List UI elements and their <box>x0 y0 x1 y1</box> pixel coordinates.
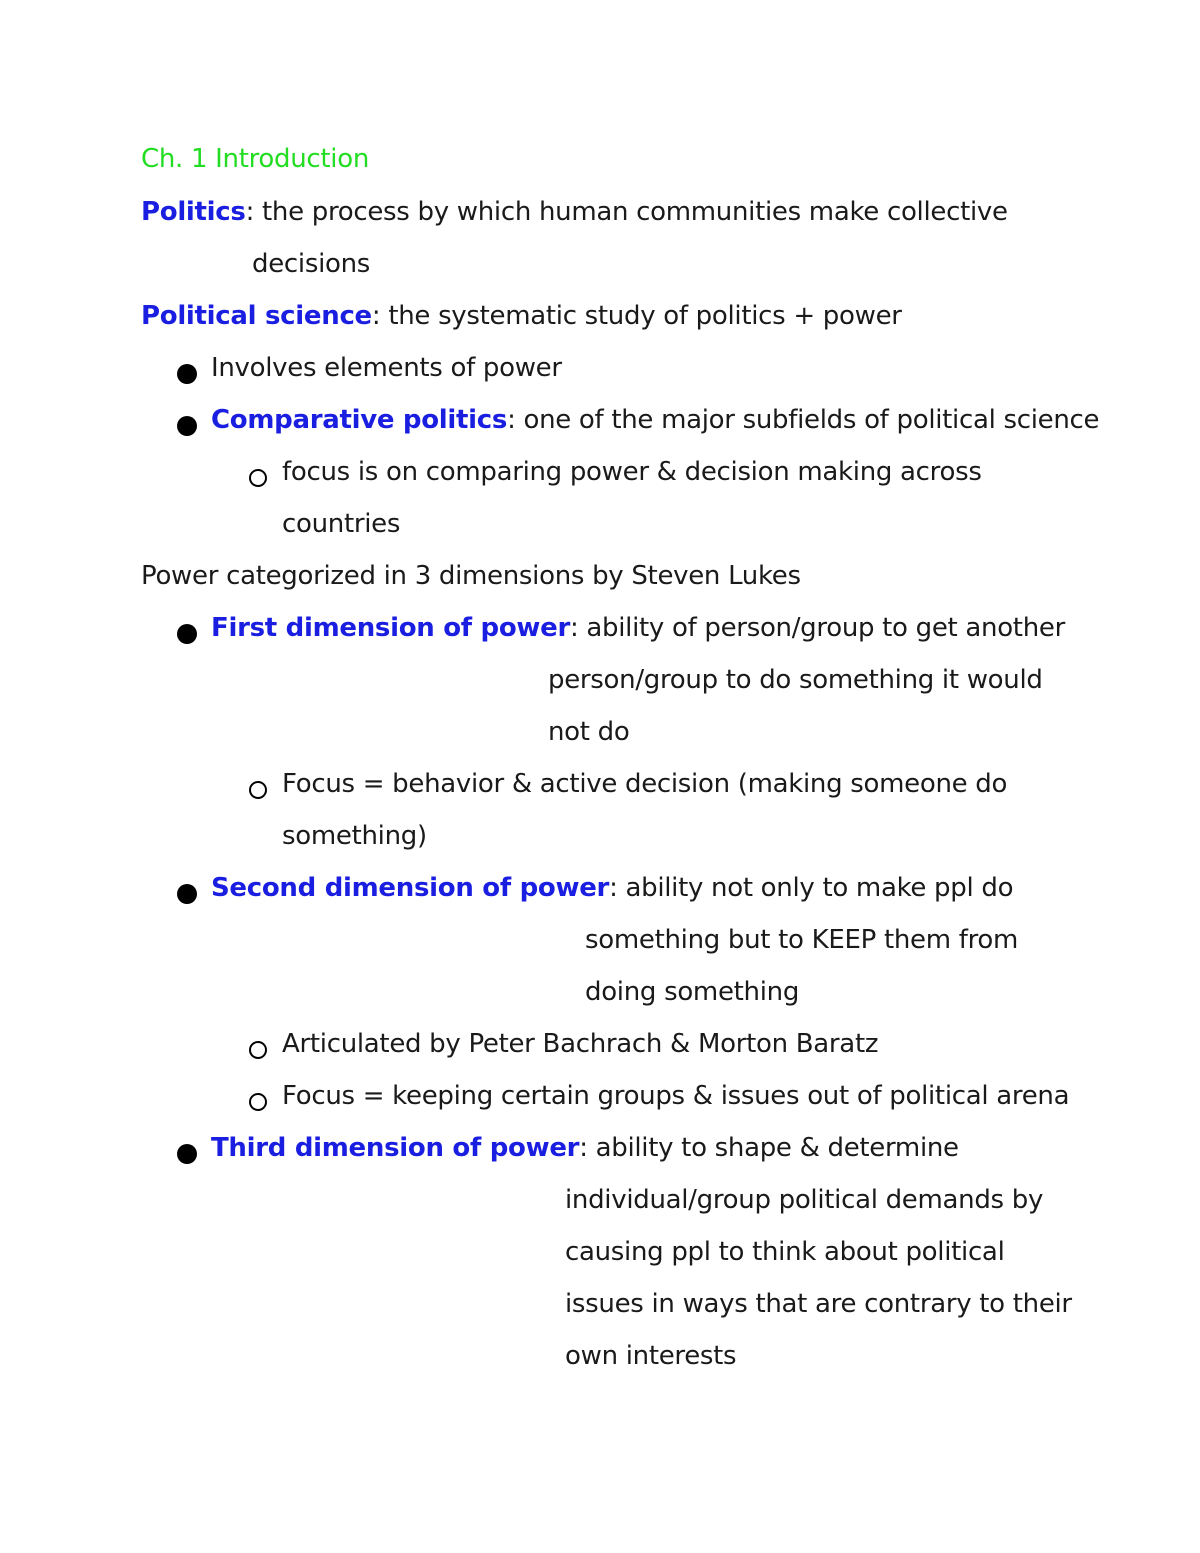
politics-term: Politics <box>141 197 246 227</box>
first-sub-line2: something) <box>282 821 427 851</box>
politics-def-line1: : the process by which human communities make collective <box>245 197 1008 227</box>
first-def-line1: : ability of person/group to get another <box>570 613 1065 643</box>
third-def-line1: : ability to shape & determine <box>579 1133 959 1163</box>
first-dimension-term: First dimension of power <box>211 613 570 643</box>
second-dimension <box>211 871 1013 905</box>
power-intro: Power categorized in 3 dimensions by Steven Lukes <box>141 561 801 591</box>
politics-definition <box>141 195 1008 229</box>
first-def-line3: not do <box>548 717 630 747</box>
second-dimension-term: Second dimension of power <box>211 873 610 903</box>
filled-bullet-icon <box>177 1144 197 1164</box>
political-science-term: Political science <box>141 301 372 331</box>
second-sub1: Articulated by Peter Bachrach & Morton Baratz <box>282 1029 879 1059</box>
hollow-bullet-icon <box>249 469 267 487</box>
third-def-line2: individual/group political demands by <box>565 1185 1044 1215</box>
second-def-line1: : ability not only to make ppl do <box>609 873 1014 903</box>
filled-bullet-icon <box>177 364 197 384</box>
comparative-politics-def: : one of the major subfields of political science <box>507 405 1100 435</box>
hollow-bullet-icon <box>249 1093 267 1111</box>
filled-bullet-icon <box>177 884 197 904</box>
bullet-involves-power: Involves elements of power <box>211 353 562 383</box>
third-def-line4: issues in ways that are contrary to their <box>565 1289 1072 1319</box>
chapter-heading: Ch. 1 Introduction <box>141 144 370 174</box>
politics-def-line2: decisions <box>252 249 371 279</box>
third-def-line5: own interests <box>565 1341 737 1371</box>
third-dimension-term: Third dimension of power <box>211 1133 580 1163</box>
hollow-bullet-icon <box>249 1041 267 1059</box>
third-def-line3: causing ppl to think about political <box>565 1237 1005 1267</box>
filled-bullet-icon <box>177 416 197 436</box>
first-sub-line1: Focus = behavior & active decision (making someone do <box>282 769 1008 799</box>
filled-bullet-icon <box>177 624 197 644</box>
second-sub2: Focus = keeping certain groups & issues out of political arena <box>282 1081 1070 1111</box>
political-science-definition <box>141 299 902 333</box>
bullet-comparative-politics <box>211 403 1099 437</box>
comparative-politics-term: Comparative politics <box>211 405 508 435</box>
second-def-line3: doing something <box>585 977 800 1007</box>
third-dimension <box>211 1131 959 1165</box>
comparative-sub-line1: focus is on comparing power & decision making across <box>282 457 982 487</box>
comparative-sub-line2: countries <box>282 509 401 539</box>
hollow-bullet-icon <box>249 781 267 799</box>
first-dimension <box>211 611 1065 645</box>
second-def-line2: something but to KEEP them from <box>585 925 1019 955</box>
political-science-def: : the systematic study of politics + power <box>371 301 902 331</box>
first-def-line2: person/group to do something it would <box>548 665 1043 695</box>
